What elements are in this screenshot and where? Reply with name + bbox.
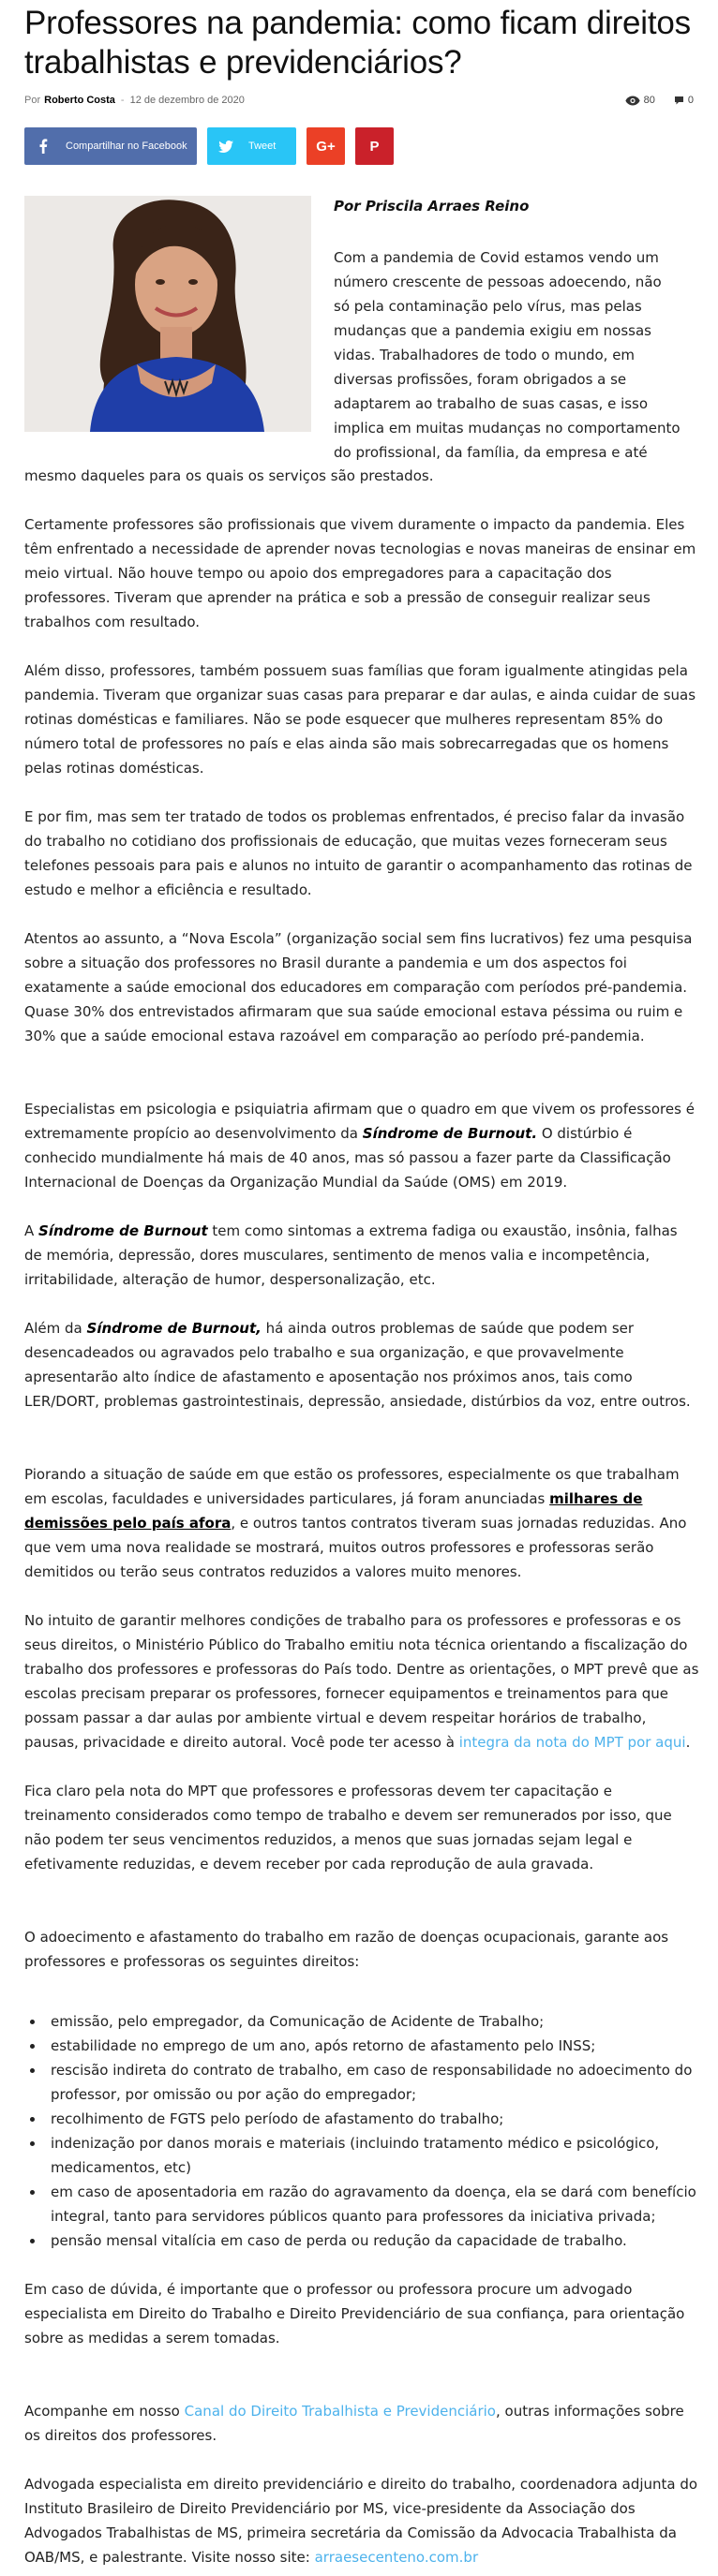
pinterest-icon: P — [369, 138, 380, 155]
paragraph-1: Certamente professores são profissionais que vivem duramente o impacto da pandemia. Eles têm enfrentado a necessidade de aprender novas tecnologias e novas maneiras de ensinar em meio virtual. Não houve tempo ou apoio dos empregadores para a capacitação dos professores. Tiveram que aprender na prática e sob a pressão de conseguir realizar seus trabalhos com resultado. — [24, 516, 696, 630]
paragraph-4: Atentos ao assunto, a “Nova Escola” (organização social sem fins lucrativos) fez uma pesquisa sobre a situação dos professores no Brasil durante a pandemia e um dos aspectos foi exatamente a saúde emocional dos educadores em comparação com períodos pré-pandemia. Quase 30% dos entrevistados afirmaram que sua saúde emocional estava péssima ou ruim e 30% que a saúde emocional estava razoável em comparação ao período pré-pandemia. — [24, 930, 693, 1044]
intro-paragraph: Com a pandemia de Covid estamos vendo um número crescente de pessoas adoecendo, não só pela contaminação pelo vírus, mas pelas mudanças que a pandemia exigiu em nossas vidas. Trabalhadores de todo o mundo, em diversas profissões, foram obrigados a se adaptarem ao trabalho de suas casas, e isso implica em muitas mudanças no comportamento do profissional, da família, da empresa e até — [334, 249, 681, 461]
author-link[interactable]: Roberto Costa — [44, 95, 115, 106]
channel-link[interactable]: Canal do Direito Trabalhista e Previdenciário — [184, 2403, 496, 2420]
author-bio: Advogada especialista em direito previdenciário e direito do trabalho, coordenadora adjunta do Instituto Brasileiro de Direito Previdenciário por MS, vice-presidente da Associação dos Advogados Trabalhistas de MS, primeira secretária da Comissão da Advocacia Trabalhista da OAB/MS, e palestrante. Visite nosso site: arraesecenteno.com.br — [24, 2476, 698, 2566]
paragraph-10: Fica claro pela nota do MPT que professores e professoras devem ter capacitação e treinamento considerados como tempo de trabalho e devem ser remunerados por isso, que não podem ter seus vencimentos reduzidos, a menos que suas jornadas sejam legal e efetivamente reduzidas, e devem receber por cada reprodução de aula gravada. — [24, 1783, 672, 1873]
share-facebook-label: Compartilhar no Facebook — [66, 141, 187, 152]
article-stats — [625, 95, 694, 106]
share-googleplus-button[interactable] — [307, 127, 345, 165]
paragraph-11: O adoecimento e afastamento do trabalho em razão de doenças ocupacionais, garante aos professores e professoras os seguintes direitos: — [24, 1929, 669, 1970]
layoffs-link[interactable]: milhares de demissões pelo país afora — [24, 1490, 643, 1532]
meta-by-label: Por — [24, 95, 41, 106]
share-pinterest-button[interactable] — [355, 127, 394, 165]
twitter-icon — [207, 127, 245, 165]
author-photo — [24, 196, 311, 432]
article-title: Professores na pandemia: como ficam direitos trabalhistas e previdenciários? — [24, 5, 691, 81]
paragraph-5: Especialistas em psicologia e psiquiatria afirmam que o quadro em que vivem os professores é extremamente propício ao desenvolvimento da Síndrome de Burnout. O distúrbio é conhecido mundialmente há mais de 40 anos, mas só passou a fazer parte da Classificação Internacional de Doenças da Organização Mundial da Saúde (OMS) em 2019. — [24, 1101, 695, 1191]
mpt-note-link[interactable]: integra da nota do MPT por aqui — [458, 1734, 686, 1751]
burnout-term: Síndrome de Burnout. — [362, 1125, 538, 1142]
list-item: • indenização por danos morais e materiais (incluindo tratamento médico e psicológico, medicamentos, etc) — [45, 2131, 701, 2180]
article-meta: Por Roberto Costa - 12 de dezembro de 2020 80 0 — [24, 95, 694, 106]
share-facebook-button[interactable] — [24, 127, 197, 165]
burnout-term: Síndrome de Burnout — [38, 1222, 208, 1239]
paragraph-8: Piorando a situação de saúde em que estão os professores, especialmente os que trabalham em escolas, faculdades e universidades particulares, já foram anunciadas milhares de demissões pelo país afora, e outros tantos contratos tiveram suas jornadas reduzidas. Ano que vem uma nova realidade se mostrará, muitos outros professores e professoras serão demitidos ou terão seus contratos reduzidos a valores muito menores. — [24, 1466, 687, 1580]
list-item: • estabilidade no emprego de um ano, após retorno de afastamento pelo INSS; — [45, 2034, 701, 2058]
paragraph-13: Acompanhe em nosso Canal do Direito Trabalhista e Previdenciário, outras informações sobre os direitos dos professores. — [24, 2403, 684, 2444]
rights-list — [24, 2009, 701, 2253]
paragraph-3: E por fim, mas sem ter tratado de todos os problemas enfrentados, é preciso falar da invasão do trabalho no cotidiano dos profissionais de educação, que muitas vezes forneceram seus telefones pessoais para pais e alunos no intuito de garantir o acompanhamento das rotinas de estudo e melhor a eficiência e resultado. — [24, 808, 693, 898]
paragraph-2: Além disso, professores, também possuem suas famílias que foram igualmente atingidas pela pandemia. Tiveram que organizar suas casas para preparar e dar aulas, e ainda cuidar de suas rotinas domésticas e familiares. Não se pode esquecer que mulheres representam 85% do número total de professores no país e elas ainda são mais sobrecarregadas que os homens pelas rotinas domésticas. — [24, 662, 696, 777]
comments-count[interactable]: 0 — [674, 95, 694, 106]
list-item: • pensão mensal vitalícia em caso de perda ou redução da capacidade de trabalho. — [45, 2228, 701, 2253]
eye-icon — [625, 96, 640, 106]
facebook-icon — [24, 127, 62, 165]
paragraph-9: No intuito de garantir melhores condições de trabalho para os professores e professoras e os seus direitos, o Ministério Público do Trabalho emitiu nota técnica orientando a fiscalização do trabalho dos professores e professoras do País todo. Dentre as orientações, o MPT prevê que as escolas precisam preparar os professores, fornecer equipamentos e treinamentos para que possam passar a dar aulas por ambiente virtual e devem respeitar horários de trabalho, pausas, privacidade e direito autoral. Você pode ter acesso à integra da nota do MPT por aqui. — [24, 1612, 699, 1751]
share-twitter-button[interactable] — [207, 127, 296, 165]
paragraph-7: Além da Síndrome de Burnout, há ainda outros problemas de saúde que podem ser desencadeados ou agravados pelo trabalho e sua organização, e que provavelmente apresentarão alto índice de afastamento e aposentação nos próximos anos, tais como LER/DORT, problemas gastrointestinais, depressão, ansiedade, distúrbios da voz, entre outros. — [24, 1320, 691, 1410]
byline: Por Priscila Arraes Reino — [334, 198, 530, 215]
googleplus-icon: G+ — [316, 138, 336, 155]
intro-paragraph-tail: mesmo daqueles para os quais os serviços são prestados. — [24, 467, 434, 484]
share-bar — [24, 127, 394, 165]
list-item: • em caso de aposentadoria em razão do agravamento da doença, ela se dará com benefício integral, tanto para servidores públicos quanto para professores da iniciativa privada; — [45, 2180, 701, 2228]
paragraph-6: A Síndrome de Burnout tem como sintomas a extrema fadiga ou exaustão, insônia, falhas de memória, depressão, dores musculares, sentimento de menos valia e incompetência, irritabilidade, alteração de humor, despersonalização, etc. — [24, 1222, 678, 1288]
comment-icon — [674, 96, 684, 105]
website-link[interactable]: arraesecenteno.com.br — [314, 2549, 479, 2566]
list-item: • recolhimento de FGTS pelo período de afastamento do trabalho; — [45, 2107, 701, 2131]
paragraph-12: Em caso de dúvida, é importante que o professor ou professora procure um advogado especialista em Direito do Trabalho e Direito Previdenciário de sua confiança, para orientação sobre as medidas a serem tomadas. — [24, 2281, 685, 2347]
publish-date: 12 de dezembro de 2020 — [129, 95, 245, 106]
views-count: 80 — [625, 95, 655, 106]
list-item: • emissão, pelo empregador, da Comunicação de Acidente de Trabalho; — [45, 2009, 701, 2034]
list-item: • rescisão indireta do contrato de trabalho, em caso de responsabilidade no adoecimento do professor, por omissão ou por ação do empregador; — [45, 2058, 701, 2107]
share-twitter-label: Tweet — [248, 141, 277, 152]
burnout-term: Síndrome de Burnout, — [86, 1320, 262, 1337]
